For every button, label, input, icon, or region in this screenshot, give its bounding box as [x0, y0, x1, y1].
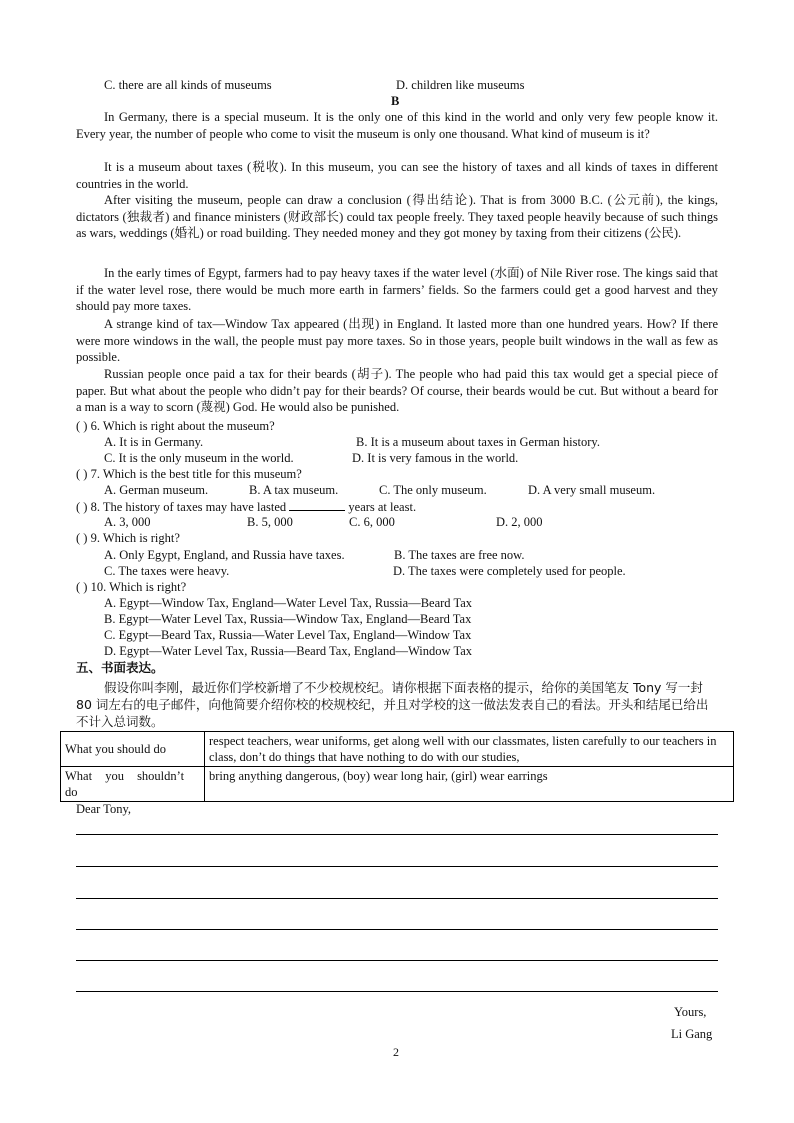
passage-paragraph-4: In the early times of Egypt, farmers had to pay heavy taxes if the water level (水面) of Nile River rose. The kings said that if the water level rose, there would be much more earth in farmers’ fields. So the farmers could get a good harvest and they should pay more taxes. — [76, 266, 718, 313]
table-row — [61, 732, 734, 767]
question-7-option-d: D. A very small museum. — [528, 483, 656, 497]
passage-paragraph-6: Russian people once paid a tax for their beards (胡子). The people who had paid this tax would get a special piece of paper. But what about the people who didn’t pay for their beards? Of course, their beards would be cut. But without a beard for a man is a way to scorn (蔑视) God. He would also be punished. — [76, 367, 718, 414]
passage-paragraph-3: After visiting the museum, people can draw a conclusion (得出结论). That is from 3000 B.C. (公元前), the kings, dictators (独裁者) and finance ministers (财政部长) could tax people freely. They taxed people heavily because of such things as wars, weddings (婚礼) or road building. They needed money and they got money by taxing from their citizens (公民). — [76, 193, 718, 240]
question-8-stem-tail: years at least. — [348, 500, 417, 514]
writing-line — [76, 898, 718, 899]
row-content-shouldnt: bring anything dangerous, (boy) wear long hair, (girl) wear earrings — [205, 767, 734, 802]
question-9-option-b: B. The taxes are free now. — [394, 548, 525, 562]
writing-line — [76, 866, 718, 867]
row-label-should: What you should do — [61, 732, 205, 767]
question-10-option-d: D. Egypt—Water Level Tax, Russia—Beard Tax, England—Window Tax — [104, 644, 473, 658]
writing-line — [76, 991, 718, 992]
question-9-option-d: D. The taxes were completely used for people. — [393, 564, 626, 578]
question-8-option-a: A. 3, 000 — [104, 515, 151, 529]
question-6-option-b: B. It is a museum about taxes in German history. — [356, 435, 600, 449]
question-8-stem: ( ) 8. The history of taxes may have lasted — [76, 500, 287, 514]
table-row — [61, 767, 734, 802]
question-8-option-c: C. 6, 000 — [349, 515, 395, 529]
question-9-option-c: C. The taxes were heavy. — [104, 564, 230, 578]
question-6-option-a: A. It is in Germany. — [104, 435, 204, 449]
question-10-option-b: B. Egypt—Water Level Tax, Russia—Window Tax, England—Beard Tax — [104, 612, 472, 626]
answer-blank — [289, 498, 345, 511]
row-content-should: respect teachers, wear uniforms, get along well with our classmates, listen carefully to our teachers in class, don’t do things that have nothing to do with our studies, — [205, 732, 734, 767]
writing-instruction: 假设你叫李刚，最近你们学校新增了不少校规校纪。请你根据下面表格的提示，给你的美国笔友 Tony 写一封 80 词左右的电子邮件，向他简要介绍你校的校规校纪，并且对学校的这一做法发表自己的看法。开头和结尾已给出不计入总词数。 — [76, 680, 709, 729]
question-7-option-a: A. German museum. — [104, 483, 209, 497]
writing-heading: 五、书面表达。 — [76, 660, 164, 675]
letter-closing: Yours, — [674, 1005, 707, 1019]
question-10-option-c: C. Egypt—Beard Tax, Russia—Water Level Tax, England—Window Tax — [104, 628, 472, 642]
passage-paragraph-2: It is a museum about taxes (税收). In this museum, you can see the history of taxes and all kinds of taxes in different countries in the world. — [76, 160, 718, 191]
row-label-shouldnt: What you shouldn’t do — [61, 767, 205, 802]
option-d: D. children like museums — [396, 78, 525, 92]
question-8-stem-row — [76, 498, 416, 516]
section-label: B — [391, 94, 400, 108]
question-7-option-c: C. The only museum. — [379, 483, 487, 497]
question-6-option-d: D. It is very famous in the world. — [352, 451, 519, 465]
question-10-option-a: A. Egypt—Window Tax, England—Water Level Tax, Russia—Beard Tax — [104, 596, 473, 610]
option-c: C. there are all kinds of museums — [104, 78, 272, 92]
question-8-option-b: B. 5, 000 — [247, 515, 293, 529]
question-8-option-d: D. 2, 000 — [496, 515, 543, 529]
question-6-stem: ( ) 6. Which is right about the museum? — [76, 419, 275, 433]
rules-table — [60, 731, 734, 802]
question-7-stem: ( ) 7. Which is the best title for this museum? — [76, 467, 302, 481]
passage-paragraph-5: A strange kind of tax—Window Tax appeared (出现) in England. It lasted more than one hundred years. How? If there were more windows in the wall, the people must pay more taxes. So in those years, people built windows in the wall as few as possible. — [76, 317, 718, 364]
writing-line — [76, 834, 718, 835]
question-9-option-a: A. Only Egypt, England, and Russia have taxes. — [104, 548, 345, 562]
letter-signature: Li Gang — [671, 1027, 713, 1041]
question-9-stem: ( ) 9. Which is right? — [76, 531, 180, 545]
letter-greeting: Dear Tony, — [76, 802, 132, 816]
question-6-option-c: C. It is the only museum in the world. — [104, 451, 294, 465]
question-7-option-b: B. A tax museum. — [249, 483, 339, 497]
question-10-stem: ( ) 10. Which is right? — [76, 580, 187, 594]
page-number: 2 — [393, 1045, 399, 1059]
writing-line — [76, 929, 718, 930]
passage-paragraph-1: In Germany, there is a special museum. It is the only one of this kind in the world and only very few people know it. Every year, the number of people who come to visit the museum is only one thousand. What kind of museum is it? — [76, 110, 718, 141]
writing-line — [76, 960, 718, 961]
